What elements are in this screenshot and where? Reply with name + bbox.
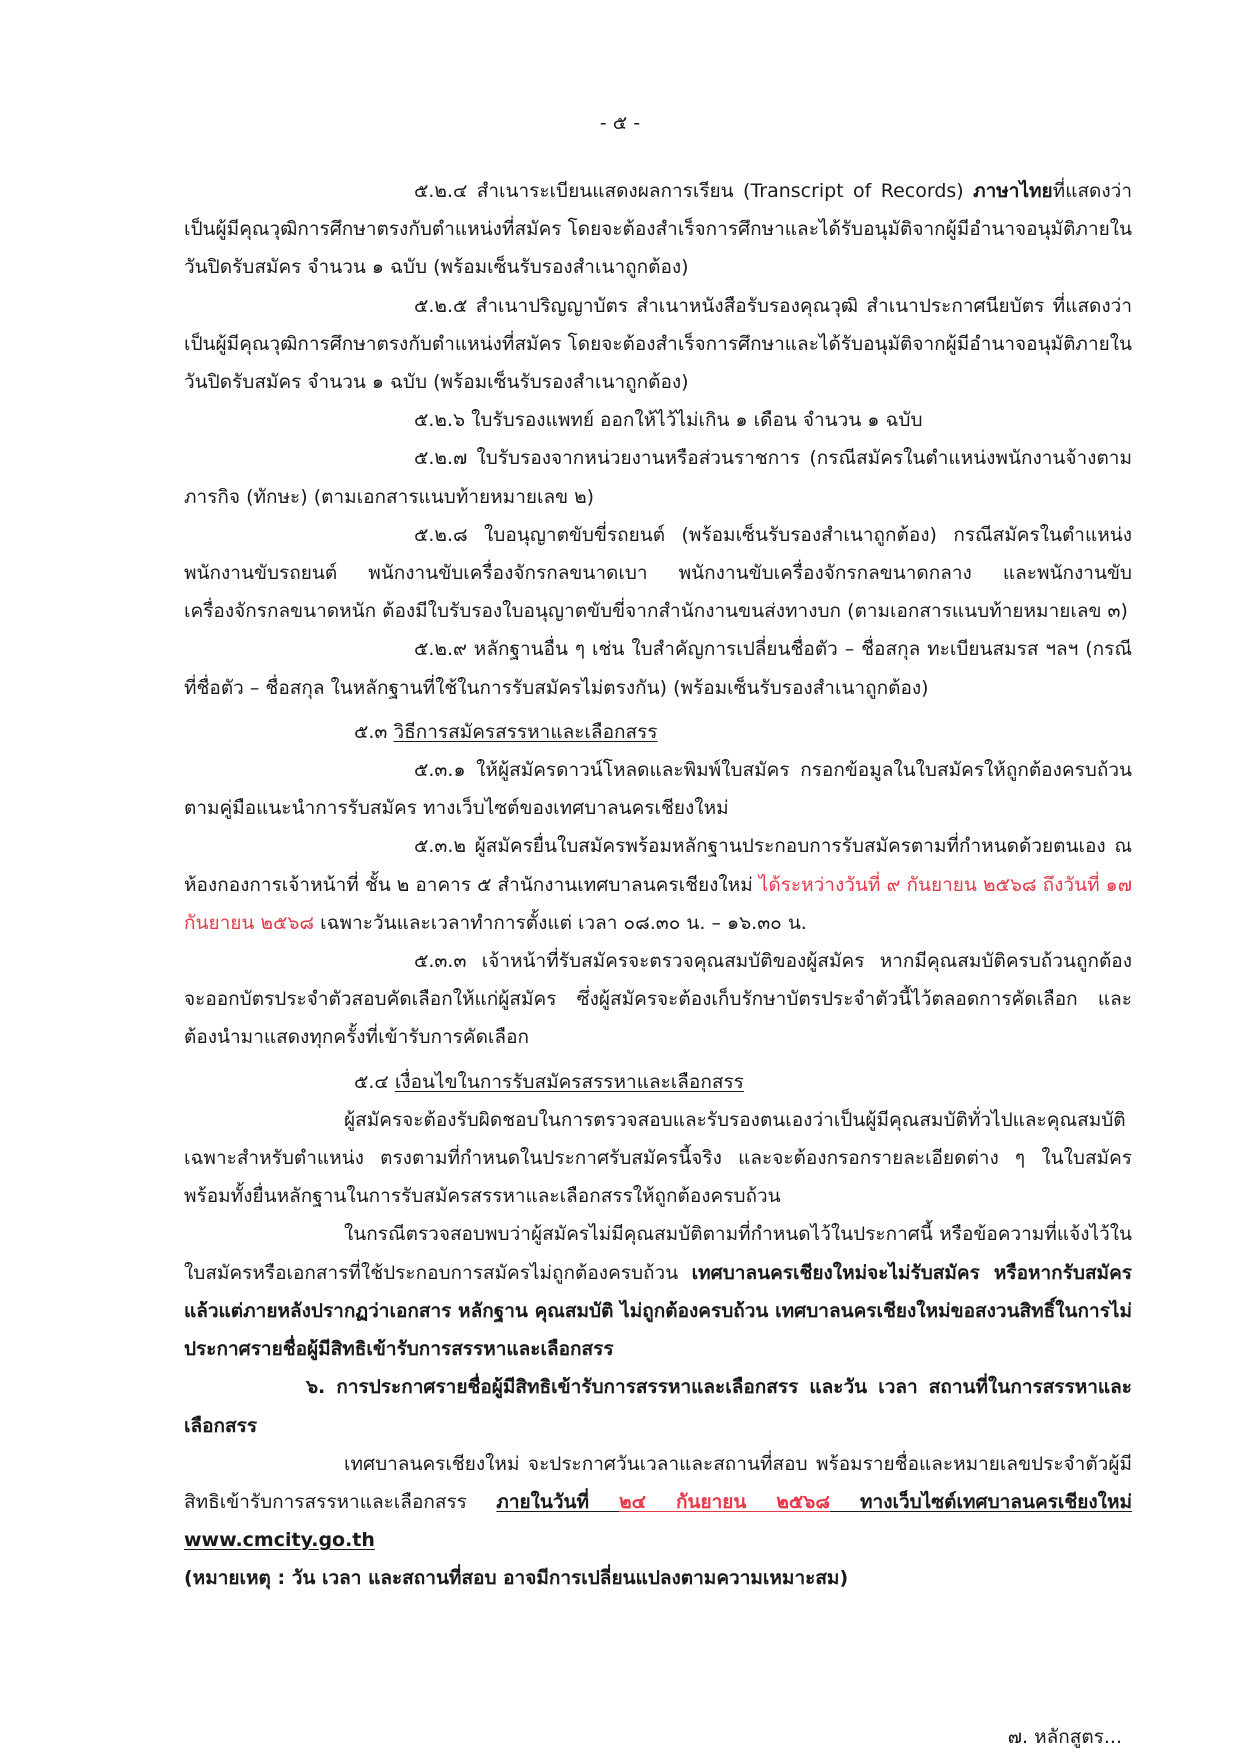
bold-underlined-text: ภายในวันที่ bbox=[496, 1490, 620, 1513]
page-number: - ๕ - bbox=[599, 112, 641, 134]
paragraph-5-4-2 bbox=[184, 1215, 1132, 1368]
section-number: ๕.๓ bbox=[354, 720, 394, 743]
emphasis-text: ภาษาไทย bbox=[973, 180, 1053, 202]
paragraph-5-2-8: ๕.๒.๘ ใบอนุญาตขับขี่รถยนต์ (พร้อมเซ็นรับรองสำเนาถูกต้อง) กรณีสมัครในตำแหน่งพนักงานขับรถยนต์ พนักงานขับเครื่องจักรกลขนาดเบา พนักงานขับเครื่องจักรกลขนาดกลาง และพนักงานขับเครื่องจักรกลขนาดหนัก ต้องมีใบรับรองใบอนุญาตขับขี่จากสำนักงานขนส่งทางบก (ตามเอกสารแนบท้ายหมายเลข ๓) bbox=[184, 523, 1132, 623]
bold-underlined-text: ทางเว็บไซต์เทศบาลนครเชียงใหม่ www.cmcity.go.th bbox=[184, 1490, 1132, 1552]
section-number: ๕.๔ bbox=[354, 1070, 395, 1093]
paragraph-5-3-2 bbox=[184, 827, 1132, 942]
note: (หมายเหตุ : วัน เวลา และสถานที่สอบ อาจมีการเปลี่ยนแปลงตามความเหมาะสม) bbox=[184, 1567, 849, 1590]
section-5-4-heading bbox=[184, 1063, 1132, 1101]
paragraph-5-2-4 bbox=[184, 172, 1132, 287]
highlight-dates: ได้ระหว่างวันที่ ๙ กันยายน ๒๕๖๘ ถึงวันที่ ๑๗ กันยายน ๒๕๖๘ bbox=[184, 873, 1132, 934]
paragraph-5-2-5: ๕.๒.๕ สำเนาปริญญาบัตร สำเนาหนังสือรับรองคุณวุฒิ สำเนาประกาศนียบัตร ที่แสดงว่าเป็นผู้มีคุณวุฒิการศึกษาตรงกับตำแหน่งที่สมัคร โดยจะต้องสำเร็จการศึกษาและได้รับอนุมัติจากผู้มีอำนาจอนุมัติภายในวันปิดรับสมัคร จำนวน ๑ ฉบับ (พร้อมเซ็นรับรองสำเนาถูกต้อง) bbox=[184, 294, 1133, 394]
paragraph-5-2-7: ๕.๒.๗ ใบรับรองจากหน่วยงานหรือส่วนราชการ (กรณีสมัครในตำแหน่งพนักงานจ้างตามภารกิจ (ทักษะ) (ตามเอกสารแนบท้ายหมายเลข ๒) bbox=[184, 447, 1132, 508]
paragraph-5-2-9: ๕.๒.๙ หลักฐานอื่น ๆ เช่น ใบสำคัญการเปลี่ยนชื่อตัว – ชื่อสกุล ทะเบียนสมรส ฯลฯ (กรณีที่ชื่อตัว – ชื่อสกุล ในหลักฐานที่ใช้ในการรับสมัครไม่ตรงกัน) (พร้อมเซ็นรับรองสำเนาถูกต้อง) bbox=[184, 638, 1132, 699]
paragraph-5-2-6: ๕.๒.๖ ใบรับรองแพทย์ ออกให้ไว้ไม่เกิน ๑ เดือน จำนวน ๑ ฉบับ bbox=[414, 409, 923, 432]
continuation-footer: ๗. หลักสูตร... bbox=[1007, 1726, 1122, 1748]
section-title: วิธีการสมัครสรรหาและเลือกสรร bbox=[393, 720, 658, 743]
text: ที่แสดงว่าเป็นผู้มีคุณวุฒิการศึกษาตรงกับตำแหน่งที่สมัคร โดยจะต้องสำเร็จการศึกษาและได้รับอนุมัติจากผู้มีอำนาจอนุมัติภายในวันปิดรับสมัคร จำนวน ๑ ฉบับ (พร้อมเซ็นรับรองสำเนาถูกต้อง) bbox=[184, 180, 1133, 279]
paragraph-6-1 bbox=[184, 1445, 1132, 1560]
paragraph-5-4-1: ผู้สมัครจะต้องรับผิดชอบในการตรวจสอบและรับรองตนเองว่าเป็นผู้มีคุณสมบัติทั่วไปและคุณสมบัติเฉพาะสำหรับตำแหน่ง ตรงตามที่กำหนดในประกาศรับสมัครนี้จริง และจะต้องกรอกรายละเอียดต่าง ๆ ในใบสมัครพร้อมทั้งยื่นหลักฐานในการรับสมัครสรรหาและเลือกสรรให้ถูกต้องครบถ้วน bbox=[184, 1108, 1132, 1208]
bold-text: เทศบาลนครเชียงใหม่จะไม่รับสมัคร หรือหากรับสมัครแล้วแต่ภายหลังปรากฏว่าเอกสาร หลักฐาน คุณสมบัติ ไม่ถูกต้องครบถ้วน เทศบาลนครเชียงใหม่ขอสงวนสิทธิ์ในการไม่ประกาศรายชื่อผู้มีสิทธิเข้ารับการสรรหาและเลือกสรร bbox=[184, 1261, 1132, 1361]
section-title: เงื่อนไขในการรับสมัครสรรหาและเลือกสรร bbox=[394, 1070, 744, 1093]
text: ๕.๓.๒ ผู้สมัครยื่นใบสมัครพร้อมหลักฐานประกอบการรับสมัครตามที่กำหนดด้วยตนเอง ณ ห้องกองการเจ้าหน้าที่ ชั้น ๒ อาคาร ๕ สำนักงานเทศบาลนครเชียงใหม่ bbox=[184, 835, 1132, 896]
text: เฉพาะวันและเวลาทำการตั้งแต่ เวลา ๐๘.๓๐ น. – ๑๖.๓๐ น. bbox=[314, 911, 807, 934]
text: ๕.๒.๔ สำเนาระเบียนแสดงผลการเรียน (Transcript of Records) bbox=[414, 180, 974, 202]
text: เทศบาลนครเชียงใหม่ จะประกาศวันเวลาและสถานที่สอบ พร้อมรายชื่อและหมายเลขประจำตัวผู้มีสิทธิเข้ารับการสรรหาและเลือกสรร bbox=[184, 1452, 1132, 1513]
paragraph-5-3-3: ๕.๓.๓ เจ้าหน้าที่รับสมัครจะตรวจคุณสมบัติของผู้สมัคร หากมีคุณสมบัติครบถ้วนถูกต้องจะออกบัตรประจำตัวสอบคัดเลือกให้แก่ผู้สมัคร ซึ่งผู้สมัครจะต้องเก็บรักษาบัตรประจำตัวนี้ไว้ตลอดการคัดเลือก และต้องนำมาแสดงทุกครั้งที่เข้ารับการคัดเลือก bbox=[184, 950, 1132, 1049]
document-body bbox=[184, 172, 1132, 1598]
highlight-date: ๒๔ กันยายน ๒๕๖๘ bbox=[619, 1490, 831, 1513]
section-5-3-heading bbox=[184, 713, 1132, 751]
section-6-heading: ๖. การประกาศรายชื่อผู้มีสิทธิเข้ารับการสรรหาและเลือกสรร และวัน เวลา สถานที่ในการสรรหาและเลือกสรร bbox=[184, 1376, 1132, 1437]
text: ในกรณีตรวจสอบพบว่าผู้สมัครไม่มีคุณสมบัติตามที่กำหนดไว้ในประกาศนี้ หรือข้อความที่แจ้งไว้ในใบสมัครหรือเอกสารที่ใช้ประกอบการสมัครไม่ถูกต้องครบถ้วน bbox=[184, 1223, 1132, 1284]
paragraph-5-3-1: ๕.๓.๑ ให้ผู้สมัครดาวน์โหลดและพิมพ์ใบสมัคร กรอกข้อมูลในใบสมัครให้ถูกต้องครบถ้วน ตามคู่มือแนะนำการรับสมัคร ทางเว็บไซต์ของเทศบาลนครเชียงใหม่ bbox=[184, 759, 1132, 820]
